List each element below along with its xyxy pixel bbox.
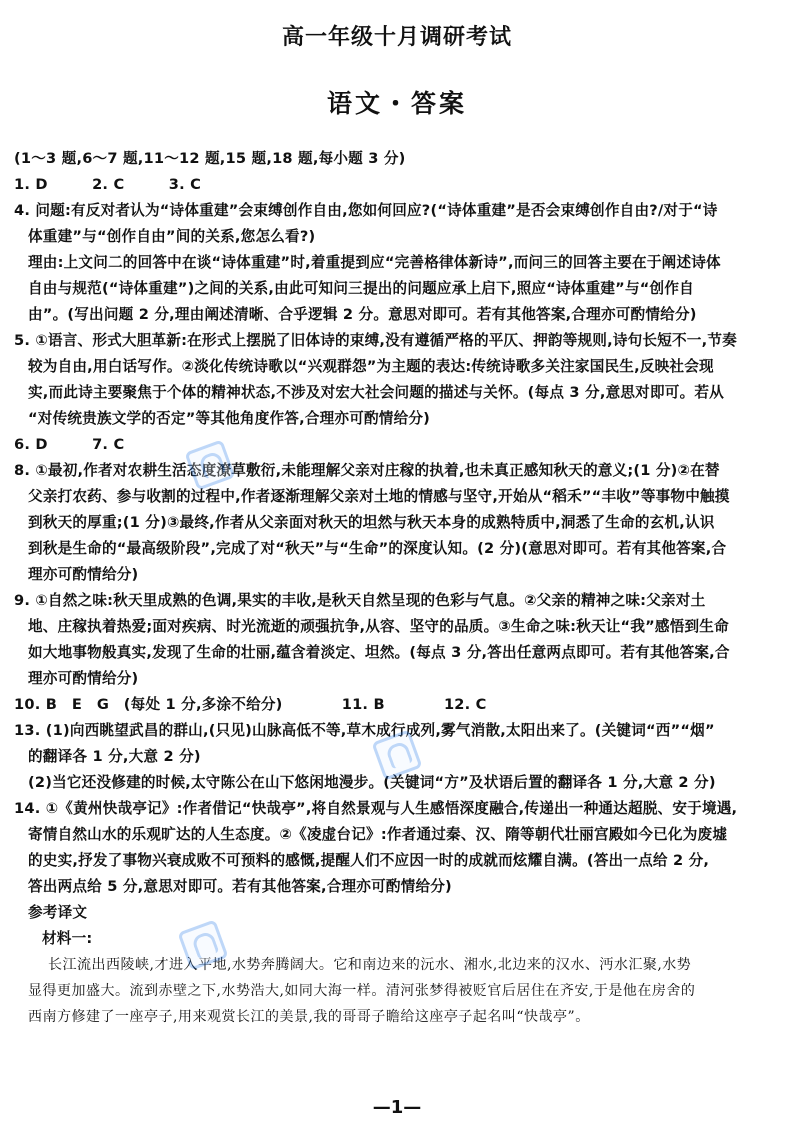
answer-5-line: 实,而此诗主要聚焦于个体的精神状态,不涉及对宏大社会问题的描述与关怀。(每点 3 分,意思对即可。若从 bbox=[28, 384, 724, 401]
answer-14-line: 14. ①《黄州快哉亭记》:作者借记“快哉亭”,将自然景观与人生感悟深度融合,传递出一种通达超脱、安于境遇, bbox=[14, 800, 738, 817]
translation-line: 长江流出西陵峡,才进入平地,水势奔腾阔大。它和南边来的沅水、湘水,北边来的汉水、沔水汇聚,水势 bbox=[48, 957, 692, 973]
paper-title: 语文・答案 bbox=[326, 89, 467, 118]
answer-4-line: 4. 问题:有反对者认为“诗体重建”会束缚创作自由,您如何回应?(“诗体重建”是否会束缚创作自由?/对于“诗 bbox=[14, 202, 718, 219]
material-label: 材料一: bbox=[42, 930, 93, 947]
answer-13-line: 的翻译各 1 分,大意 2 分) bbox=[28, 748, 201, 765]
answer-13-line: 13. (1)向西眺望武昌的群山,(只见)山脉高低不等,草木成行成列,雾气消散,太阳出来了。(关键词“西”“烟” bbox=[14, 722, 715, 739]
answer-6-7: 6. D 7. C bbox=[14, 436, 125, 453]
answer-body bbox=[14, 146, 784, 1030]
answer-4-line: 自由与规范(“诗体重建”)之间的关系,由此可知问三提出的问题应承上启下,照应“诗体重建”与“创作自 bbox=[28, 280, 694, 297]
answer-14-line: 答出两点给 5 分,意思对即可。若有其他答案,合理亦可酌情给分) bbox=[28, 878, 452, 895]
answer-10-12: 10. B E G (每处 1 分,多涂不给分) 11. B 12. C bbox=[14, 696, 487, 713]
answer-14-line: 寄情自然山水的乐观旷达的人生态度。②《凌虚台记》:作者通过秦、汉、隋等朝代壮丽宫殿如今已化为废墟 bbox=[28, 826, 728, 843]
answer-9-line: 理亦可酌情给分) bbox=[28, 670, 139, 687]
translation-line: 西南方修建了一座亭子,用来观赏长江的美景,我的哥哥子瞻给这座亭子起名叫“快哉亭”。 bbox=[28, 1009, 590, 1025]
answer-8-line: 理亦可酌情给分) bbox=[28, 566, 139, 583]
exam-title: 高一年级十月调研考试 bbox=[281, 25, 512, 50]
answer-1-3: 1. D 2. C 3. C bbox=[14, 176, 202, 193]
answer-9-line: 9. ①自然之味:秋天里成熟的色调,果实的丰收,是秋天自然呈现的色彩与气息。②父亲的精神之味:父亲对土 bbox=[14, 592, 706, 609]
translation-line: 显得更加盛大。流到赤壁之下,水势浩大,如同大海一样。清河张梦得被贬官后居住在齐安,于是他在房舍的 bbox=[28, 983, 696, 999]
answer-4-line: 由”。(写出问题 2 分,理由阐述清晰、合乎逻辑 2 分。意思对即可。若有其他答案,合理亦可酌情给分) bbox=[28, 306, 697, 323]
answer-4-line: 理由:上文问二的回答中在谈“诗体重建”时,着重提到应“完善格律体新诗”,而问三的回答主要在于阐述诗体 bbox=[28, 254, 721, 271]
answer-5-line: 较为自由,用白话写作。②淡化传统诗歌以“兴观群怨”为主题的表达:传统诗歌多关注家国民生,反映社会现 bbox=[28, 358, 714, 375]
answer-8-line: 到秋是生命的“最高级阶段”,完成了对“秋天”与“生命”的深度认知。(2 分)(意思对即可。若有其他答案,合 bbox=[28, 540, 727, 557]
page-number: —1— bbox=[372, 1097, 422, 1118]
answer-14-line: 的史实,抒发了事物兴衰成败不可预料的感慨,提醒人们不应因一时的成就而炫耀自满。(答出一点给 2 分, bbox=[28, 852, 710, 869]
answer-4-line: 体重建”与“创作自由”间的关系,您怎么看?) bbox=[28, 228, 316, 245]
answer-8-line: 8. ①最初,作者对农耕生活态度潦草敷衍,未能理解父亲对庄稼的执着,也未真正感知秋天的意义;(1 分)②在替 bbox=[14, 462, 720, 479]
answer-13-line: (2)当它还没修建的时候,太守陈公在山下悠闲地漫步。(关键词“方”及状语后置的翻译各 1 分,大意 2 分) bbox=[28, 774, 716, 791]
answer-9-line: 地、庄稼执着热爱;面对疾病、时光流逝的顽强抗争,从容、坚守的品质。③生命之味:秋天让“我”感悟到生命 bbox=[28, 618, 729, 635]
translation-heading: 参考译文 bbox=[28, 904, 88, 921]
answer-8-line: 父亲打农药、参与收割的过程中,作者逐渐理解父亲对土地的情感与坚守,开始从“稻禾”“丰收”等事物中触摸 bbox=[28, 488, 730, 505]
answer-8-line: 到秋天的厚重;(1 分)③最终,作者从父亲面对秋天的坦然与秋天本身的成熟特质中,洞悉了生命的玄机,认识 bbox=[28, 514, 715, 531]
scoring-note: (1～3 题,6～7 题,11～12 题,15 题,18 题,每小题 3 分) bbox=[14, 150, 406, 167]
answer-5-line: “对传统贵族文学的否定”等其他角度作答,合理亦可酌情给分) bbox=[28, 410, 431, 427]
answer-9-line: 如大地事物般真实,发现了生命的壮丽,蕴含着淡定、坦然。(每点 3 分,答出任意两点即可。若有其他答案,合 bbox=[28, 644, 730, 661]
answer-5-line: 5. ①语言、形式大胆革新:在形式上摆脱了旧体诗的束缚,没有遵循严格的平仄、押韵等规则,诗句长短不一,节奏 bbox=[14, 332, 737, 349]
